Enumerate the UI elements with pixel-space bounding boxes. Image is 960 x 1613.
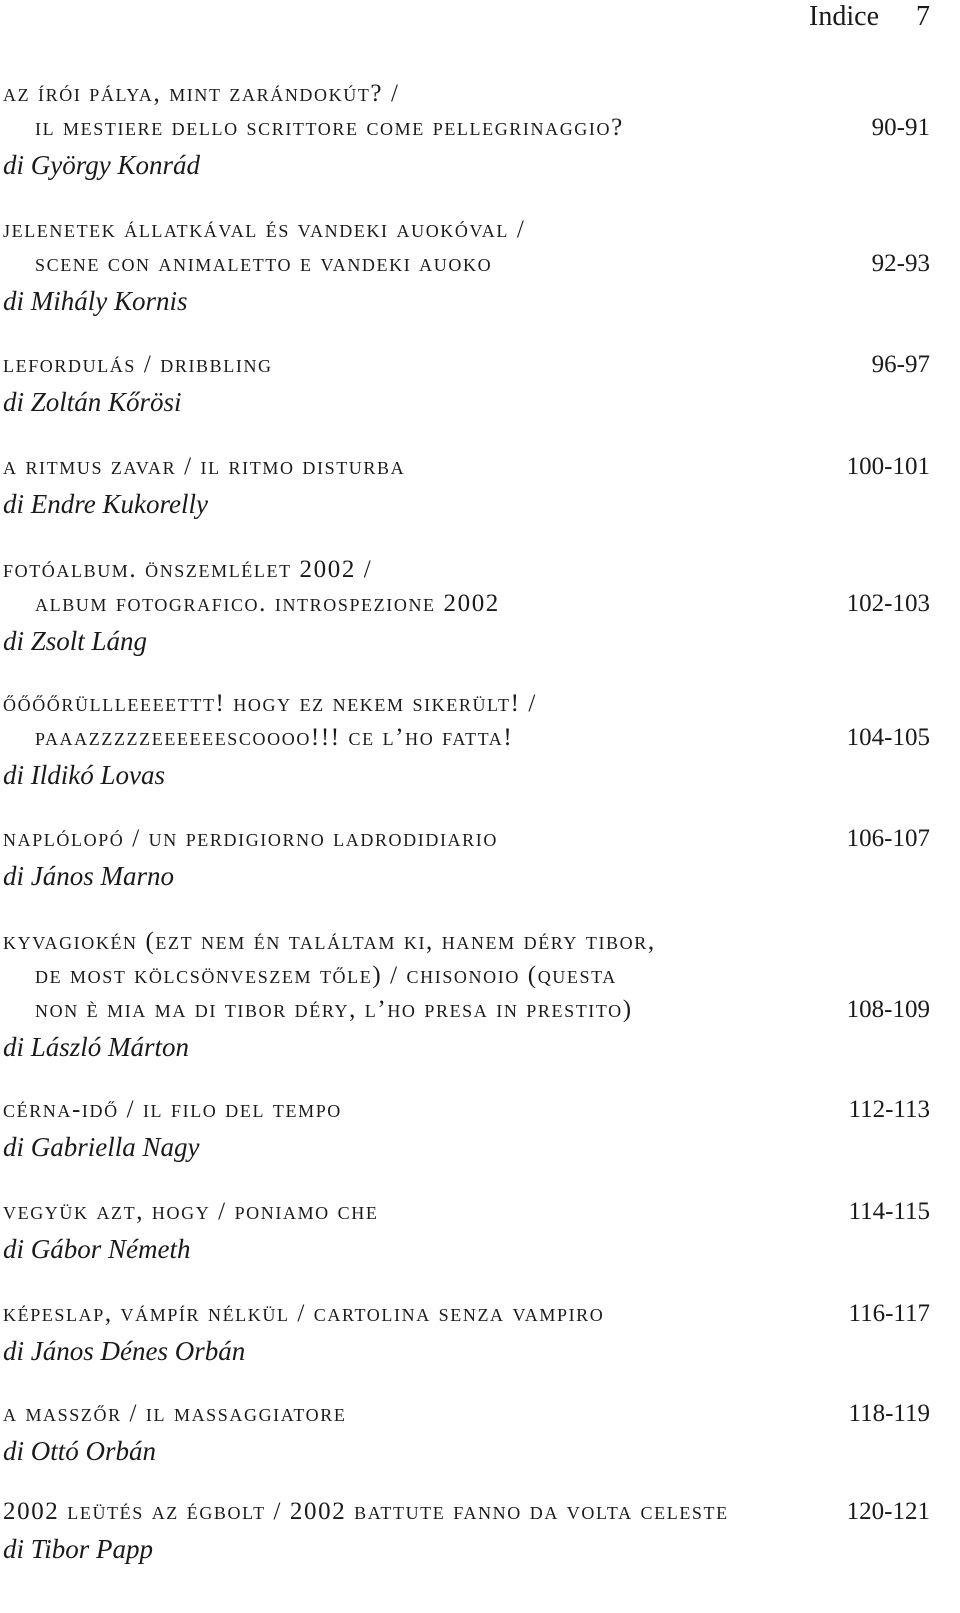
entry-title-line [3,724,930,758]
page-range: 118-119 [848,1400,930,1427]
page-range: 106-107 [846,825,930,852]
toc-entry [3,928,930,1064]
section-title: Indice [809,1,879,32]
page-range: 112-113 [848,1096,930,1123]
entry-title-line [3,1498,930,1532]
entry-title-line [3,1400,930,1434]
entry-title: a masszőr / il massaggiatore [3,1400,347,1427]
entry-title-line [3,825,930,859]
entry-author: di Zsolt Láng [3,626,148,656]
toc-entry [3,453,930,521]
toc-entry [3,556,930,658]
entry-title-line [3,453,930,487]
page-range: 90-91 [871,114,930,141]
entry-author: di György Konrád [3,150,200,180]
page-range: 120-121 [846,1498,930,1525]
toc-entry [3,351,930,419]
page-range: 116-117 [848,1300,930,1327]
entry-title: paaazzzzzeeeeeescoooo!!! ce l’ho fatta! [35,724,514,751]
toc-entry [3,216,930,318]
entry-author: di Ildikó Lovas [3,760,165,790]
entry-title: 2002 leütés az égbolt / 2002 battute fanno da volta celeste [3,1498,729,1525]
entry-title: jelenetek állatkával és vandeki auokóval / [3,216,526,243]
page-range: 108-109 [846,996,930,1023]
page-range: 102-103 [846,590,930,617]
entry-title: kyvagiokén (ezt nem én találtam ki, hanem déry tibor, [3,928,656,955]
toc-entry [3,1096,930,1164]
running-head [809,0,930,34]
entry-title-line [3,962,930,996]
entry-title: lefordulás / dribbling [3,351,273,378]
entry-author: di Ottó Orbán [3,1436,157,1466]
entry-title-line [3,351,930,385]
toc-entry [3,825,930,893]
entry-title-line [3,216,930,250]
entry-title: album fotografico. introspezione 2002 [35,590,500,617]
entry-title: scene con animaletto e vandeki auoko [35,250,493,277]
entry-title: il mestiere dello scrittore come pellegrinaggio? [35,114,624,141]
entry-title: őőőőrüllleeeettt! hogy ez nekem sikerült! / [3,690,537,717]
toc-entry [3,1400,930,1468]
entry-author: di Gábor Németh [3,1234,191,1264]
entry-title: vegyük azt, hogy / poniamo che [3,1198,379,1225]
toc-entry [3,1300,930,1368]
entry-title: cérna-idő / il filo del tempo [3,1096,342,1123]
entry-title-line [3,1096,930,1130]
page-range: 104-105 [846,724,930,751]
entry-title: non è mia ma di tibor déry, l’ho presa in prestito) [35,996,633,1023]
entry-title-line [3,80,930,114]
toc-entry [3,80,930,182]
entry-author: di Tibor Papp [3,1534,154,1564]
entry-title-line [3,590,930,624]
toc-entry [3,1198,930,1266]
entry-title-line [3,250,930,284]
entry-title-line [3,996,930,1030]
entry-title-line [3,1300,930,1334]
entry-title-line [3,690,930,724]
entry-title: képeslap, vámpír nélkül / cartolina senza vampiro [3,1300,605,1327]
entry-author: di Endre Kukorelly [3,489,208,519]
entry-author: di Zoltán Kőrösi [3,387,182,417]
entry-title-line [3,1198,930,1232]
entry-author: di László Márton [3,1032,190,1062]
entry-title: naplólopó / un perdigiorno ladrodidiario [3,825,498,852]
toc-entry [3,1498,930,1566]
entry-author: di János Marno [3,861,174,891]
entry-title: fotóalbum. önszemlélet 2002 / [3,556,373,583]
page-range: 100-101 [846,453,930,480]
page-number: 7 [916,1,930,32]
page-range: 96-97 [871,351,930,378]
toc-entry [3,690,930,792]
entry-author: di Mihály Kornis [3,286,188,316]
entry-title-line [3,114,930,148]
entry-title: az írói pálya, mint zarándokút? / [3,80,400,107]
page-range: 114-115 [848,1198,930,1225]
entry-title-line [3,556,930,590]
entry-title: a ritmus zavar / il ritmo disturba [3,453,406,480]
entry-author: di Gabriella Nagy [3,1132,200,1162]
entry-title: de most kölcsönveszem tőle) / chisonoio (questa [35,962,617,989]
entry-author: di János Dénes Orbán [3,1336,246,1366]
entry-title-line [3,928,930,962]
page-range: 92-93 [871,250,930,277]
